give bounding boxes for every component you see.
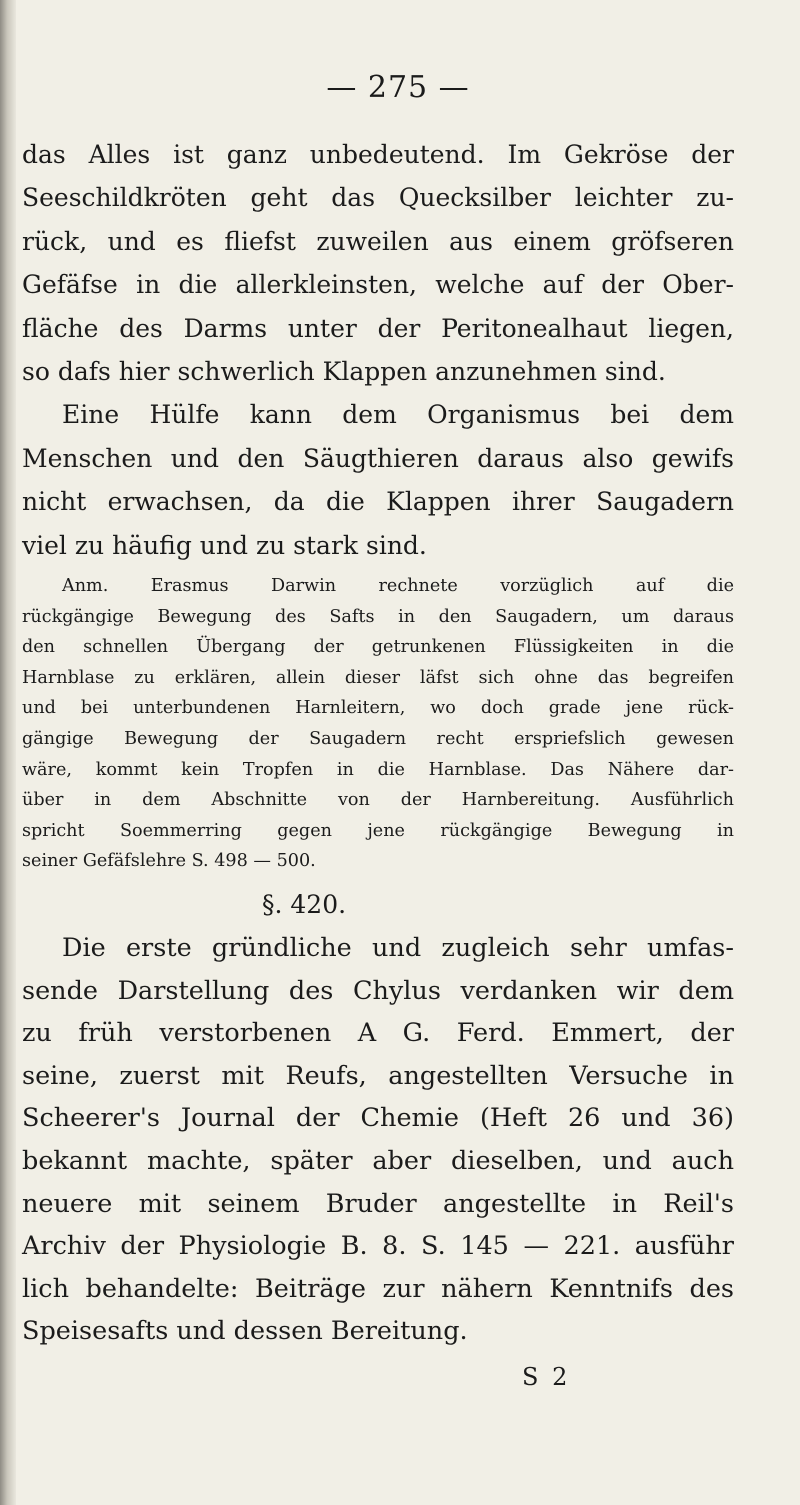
text-line: viel zu häufig und zu stark sind. <box>22 530 427 560</box>
text-line: Menschen und den Säugthieren daraus also gewifs <box>22 443 734 473</box>
text-line: rück, und es fliefst zuweilen aus einem gröfseren <box>22 226 734 256</box>
text-line: Gefäfse in die allerkleinsten, welche auf der Ober- <box>22 270 734 300</box>
text-line: bekannt machte, später aber dieselben, und auch <box>22 1145 734 1176</box>
note-line: seiner Gefäfslehre S. 498 — 500. <box>22 851 316 872</box>
section-heading: §. 420. <box>262 890 347 919</box>
note-line: Harnblase zu erklären, allein dieser läfst sich ohne das begreifen <box>22 667 734 688</box>
note-line: wäre, kommt kein Tropfen in die Harnblase. Das Nähere dar- <box>22 759 734 780</box>
text-line: Die erste gründliche und zugleich sehr umfas- <box>62 933 734 963</box>
note-line: und bei unterbundenen Harnleitern, wo doch grade jene rück- <box>22 698 734 719</box>
text-line: so dafs hier schwerlich Klappen anzunehmen sind. <box>22 357 666 387</box>
text-line: zu früh verstorbenen A G. Ferd. Emmert, der <box>22 1018 734 1049</box>
text-line: nicht erwachsen, da die Klappen ihrer Saugadern <box>22 487 734 517</box>
text-line: Seeschildkröten geht das Quecksilber leichter zu- <box>22 183 734 213</box>
text-line: Archiv der Physiologie B. 8. S. 145 — 221. ausführ <box>22 1231 734 1262</box>
paragraph-1 <box>22 133 734 393</box>
page-number: — 275 — <box>326 70 470 105</box>
note-line: Anm. Erasmus Darwin rechnete vorzüglich auf die <box>62 576 734 597</box>
text-line: neuere mit seinem Bruder angestellte in Reil's <box>22 1188 734 1219</box>
book-page <box>22 70 734 1397</box>
note-line: spricht Soemmerring gegen jene rückgängige Bewegung in <box>22 820 734 841</box>
paragraph-3 <box>22 927 734 1353</box>
text-line: lich behandelte: Beiträge zur nähern Kenntnifs des <box>22 1273 734 1304</box>
text-line: Eine Hülfe kann dem Organismus bei dem <box>62 400 734 430</box>
text-line: Speisesafts und dessen Bereitung. <box>22 1316 468 1347</box>
page-binding-edge <box>0 0 16 1505</box>
note-line: rückgängige Bewegung des Safts in den Saugadern, um daraus <box>22 606 734 627</box>
text-line: seine, zuerst mit Reufs, angestellten Versuche in <box>22 1060 734 1091</box>
note-line: gängige Bewegung der Saugadern recht erspriefslich gewesen <box>22 729 734 750</box>
text-line: fläche des Darms unter der Peritonealhaut liegen, <box>22 313 734 343</box>
text-line: Scheerer's Journal der Chemie (Heft 26 und 36) <box>22 1103 734 1134</box>
signature-mark: S 2 <box>522 1362 571 1391</box>
paragraph-2 <box>22 393 734 567</box>
footnote-annotation <box>22 571 734 877</box>
note-line: den schnellen Übergang der getrunkenen Flüssigkeiten in die <box>22 637 734 658</box>
note-line: über in dem Abschnitte von der Harnbereitung. Ausführlich <box>22 790 734 811</box>
text-line: das Alles ist ganz unbedeutend. Im Gekröse der <box>22 140 734 169</box>
text-line: sende Darstellung des Chylus verdanken wir dem <box>22 975 734 1006</box>
